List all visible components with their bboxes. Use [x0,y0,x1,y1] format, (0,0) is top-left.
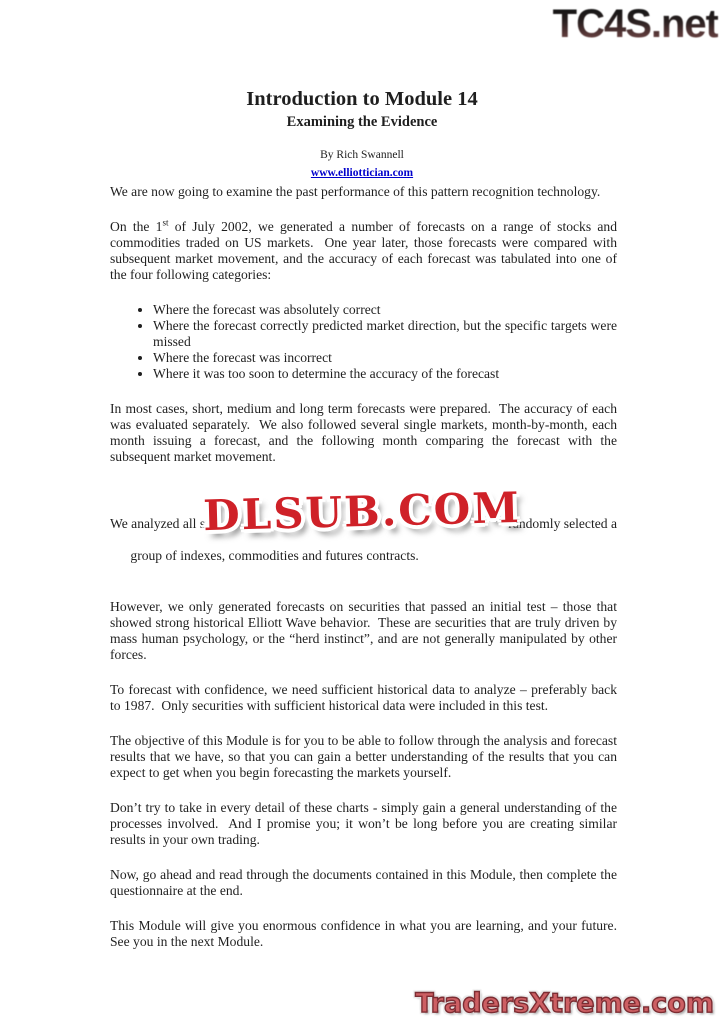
paragraph-objective: The objective of this Module is for you to be able to follow through the analysis and forecast results that we have, so that you can gain a better understanding of the results that you can expect to get when you begin forecasting the markets yourself. [110,733,621,780]
list-item: • Where it was too soon to determine the accuracy of the forecast [153,366,617,382]
list-item: • Where the forecast correctly predicted market direction, but the specific targets were missed [153,318,617,350]
paragraph-forecast-setup [110,217,621,283]
list-item: • Where the forecast was incorrect [153,350,617,366]
page-subtitle: Examining the Evidence [286,113,438,130]
paragraph-closing: This Module will give you enormous confidence in what you are learning, and your future. See you in the next Module. [110,918,624,949]
p4-line1-left: We analyzed all sto [110,516,216,531]
document-header [0,88,724,181]
p2-after: of July 2002, we generated a number of forecasts on a range of stocks and commodities traded on US markets. One year later, those forecasts were compared with subsequent market movement, and the accuracy of each forecast was tabulated into one of the four following categories: [110,219,621,282]
paragraph-intro: We are now going to examine the past performance of this pattern recognition technology. [110,184,601,199]
byline: By Rich Swannell [320,149,404,162]
p4-line1-right: randomly selected a [508,516,617,531]
category-list [110,302,621,382]
paragraph-advice: Don’t try to take in every detail of these charts - simply gain a general understanding of the processes involved. And I promise you; it won’t be long before you are creating similar results in your own trading. [110,800,621,847]
tradersxtreme-logo: TradersXtreme.com [415,988,714,1019]
paragraph-next-steps: Now, go ahead and read through the documents contained in this Module, then complete the questionnaire at the end. [110,867,621,898]
paragraph-initial-test: However, we only generated forecasts on securities that passed an initial test – those that showed strong historical Elliott Wave behavior. These are securities that are truly driven by mass human psychology, or the “herd instinct”, and are not generally manipulated by other forces. [110,599,621,662]
p2-before: On the 1 [110,219,163,234]
p4-line2: group of indexes, commodities and futures contracts. [130,548,419,563]
tc4s-logo: TC4S.net [552,2,718,46]
p2-superscript: st [162,217,169,228]
list-item: • Where the forecast was absolutely correct [153,302,617,318]
page-title: Introduction to Module 14 [246,88,478,110]
dlsub-watermark: DLSUB.COM [202,482,522,541]
paragraph-historical-data: To forecast with confidence, we need sufficient historical data to analyze – preferably back to 1987. Only securities with sufficient historical data were included in this test. [110,682,621,713]
elliottician-link[interactable]: www.elliottician.com [310,167,414,180]
paragraph-methodology: In most cases, short, medium and long term forecasts were prepared. The accuracy of each was evaluated separately. We also followed several single markets, month-by-month, each month issuing a forecast, and the following month comparing the forecast with the subsequent market movement. [110,401,621,464]
document-body [110,184,624,969]
